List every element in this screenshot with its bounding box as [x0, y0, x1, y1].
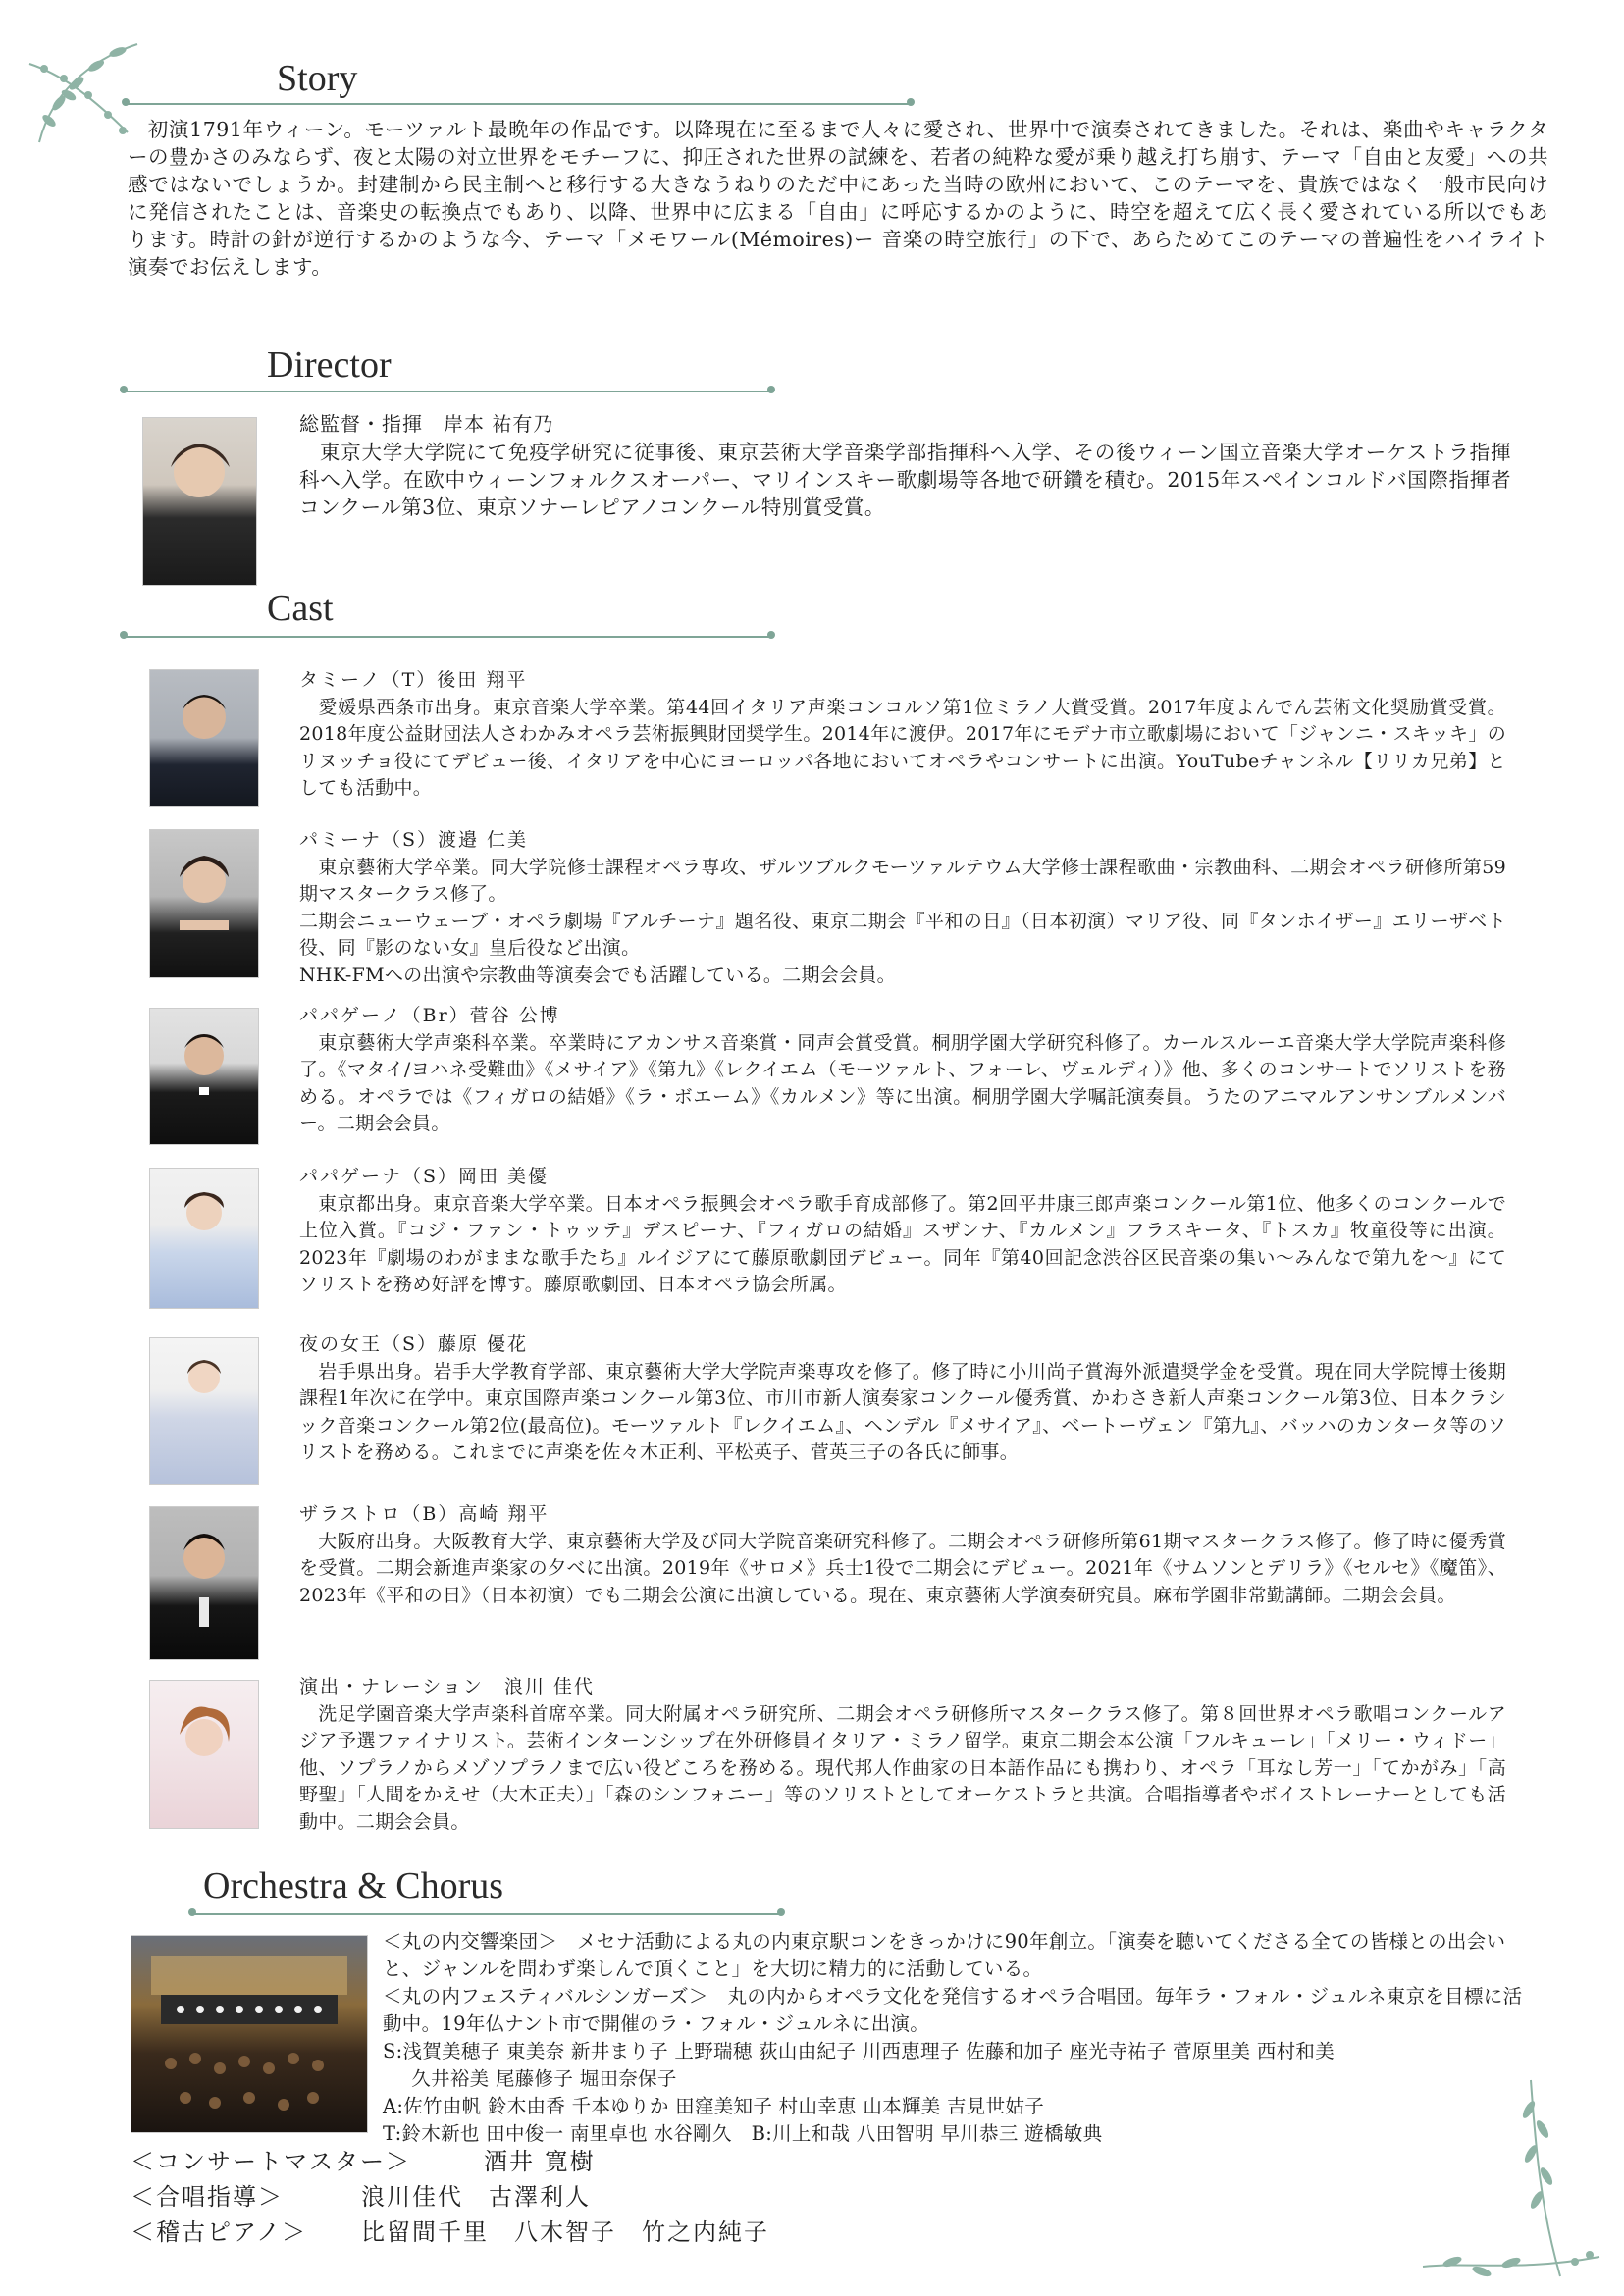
credit-row	[131, 2179, 1014, 2215]
credit-names: 酒井 寛樹	[484, 2148, 596, 2175]
cast-bio: 岩手県出身。岩手大学教育学部、東京藝術大学大学院声楽専攻を修了。修了時に小川尚子賞海外派遣奨学金を受賞。現在同大学院博士後期課程1年次に在学中。東京国際声楽コンクール第3位、市川市新人演奏家コンクール優秀賞、かわさき新人声楽コンクール第3位、日本クラシック音楽コンクール第2位(最高位)。モーツァルト『レクイエム』、ヘンデル『メサイア』、ベートーヴェン『第九』、バッハのカンタータ等のソリストを務める。これまでに声楽を佐々木正利、平松英子、菅英三子の各氏に師事。	[299, 1360, 1506, 1463]
cast-bio: 東京藝術大学声楽科卒業。卒業時にアカンサス音楽賞・同声会賞受賞。桐朋学園大学研究科修了。カールスルーエ音楽大学大学院声楽科修了。《マタイ/ヨハネ受難曲》《メサイア》《第九》《レクイエム（モーツァルト、フォーレ、ヴェルディ）》他、多くのコンサートでソリストを務める。オペラでは《フィガロの結婚》《ラ・ボエーム》《カルメン》等に出演。桐朋学園大学嘱託演奏員。うたのアニマルアンサンブルメンバー。二期会会員。	[299, 1031, 1506, 1134]
orchestra-text	[383, 1928, 1536, 2148]
cast-name: パパゲーナ（S）岡田 美優	[299, 1166, 550, 1187]
cast-name: 夜の女王（S）藤原 優花	[299, 1333, 529, 1355]
orchestra-line: T:鈴木新也 田中俊一 南里卓也 水谷剛久 B:川上和哉 八田智明 早川恭三 遊橋敏典	[383, 2122, 1103, 2145]
director-photo	[142, 417, 257, 586]
director-divider	[124, 391, 771, 392]
cast-photo-tamino	[149, 669, 259, 807]
cast-member	[299, 667, 1506, 803]
cast-bio: 愛媛県西条市出身。東京音楽大学卒業。第44回イタリア声楽コンコルソ第1位ミラノ大賞受賞。2017年度よんでん芸術文化奨励賞受賞。2018年度公益財団法人さわかみオペラ芸術振興財団奨学生。2014年に渡伊。2017年にモデナ市立歌劇場において「ジャンニ・スキッキ」のリヌッチョ役にてデビュー後、イタリアを中心にヨーロッパ各地においてオペラやコンサートに出演。YouTubeチャンネル【リリカ兄弟】としても活動中。	[299, 696, 1506, 799]
cast-member	[299, 1501, 1506, 1609]
cast-name: ザラストロ（B）高崎 翔平	[299, 1503, 550, 1525]
credit-label: ＜コンサートマスター＞	[131, 2148, 411, 2175]
orchestra-line: S:浅賀美穂子 東美奈 新井まり子 上野瑞穂 荻山由紀子 川西恵理子 佐藤和加子 座光寺祐子 菅原里美 西村和美	[383, 2040, 1336, 2062]
credit-row	[131, 2144, 1014, 2179]
story-text	[128, 116, 1548, 281]
credit-names: 比留間千里 八木智子 竹之内純子	[361, 2218, 769, 2246]
orchestra-divider	[192, 1913, 781, 1915]
cast-member	[299, 1674, 1506, 1836]
cast-name: パミーナ（S）渡邉 仁美	[299, 829, 529, 851]
cast-photo-papagena	[149, 1168, 259, 1309]
orchestra-line: A:佐竹由帆 鈴木由香 千本ゆりか 田窪美知子 村山幸恵 山本輝美 吉見世姑子	[383, 2095, 1045, 2117]
credit-label: ＜稽古ピアノ＞	[131, 2218, 308, 2246]
cast-photo-director-narration	[149, 1680, 259, 1829]
cast-photo-papageno	[149, 1008, 259, 1145]
orchestra-line: ＜丸の内交響楽団＞ メセナ活動による丸の内東京駅コンをきっかけに90年創立。「演奏を聴いてくださる全ての皆様との出会いと、ジャンルを問わず楽しんで頂くこと」を大切に精力的に活動している。	[383, 1930, 1506, 1980]
cast-photo-queen	[149, 1337, 259, 1485]
cast-member	[299, 1164, 1506, 1299]
cast-heading: Cast	[267, 588, 334, 629]
credit-row	[131, 2215, 1014, 2250]
cast-name: パパゲーノ（Br）菅谷 公博	[299, 1005, 560, 1026]
cast-divider	[124, 636, 771, 638]
story-body: 初演1791年ウィーン。モーツァルト最晩年の作品です。以降現在に至るまで人々に愛され、世界中で演奏されてきました。それは、楽曲やキャラクターの豊かさのみならず、夜と太陽の対立世界をモチーフに、抑圧された世界の試練を、若者の純粋な愛が乗り越え打ち崩す、テーマ「自由と友愛」への共感ではないでしょうか。封建制から民主制へと移行する大きなうねりのただ中にあった当時の欧州において、このテーマを、貴族ではなく一般市民向けに発信されたことは、音楽史の転換点でもあり、以降、世界中に広まる「自由」に呼応するかのように、時空を超えて広く長く愛されている所以でもあります。時計の針が逆行するかのような今、テーマ「メモワール(Mémoires)ー 音楽の時空旅行」の下で、あらためてこのテーマの普遍性をハイライト演奏でお伝えします。	[128, 118, 1548, 279]
story-divider	[126, 103, 911, 105]
cast-photo-pamina	[149, 829, 259, 978]
staff-credits	[131, 2144, 1014, 2250]
cast-bio: 洗足学園音楽大学声楽科首席卒業。同大附属オペラ研究所、二期会オペラ研修所マスタークラス修了。第８回世界オペラ歌唱コンクールアジア予選ファイナリスト。芸術インターンシップ在外研修員イタリア・ミラノ留学。東京二期会本公演「フルキューレ」「メリー・ウィドー」他、ソプラノからメゾソプラノまで広い役どころを務める。現代邦人作曲家の日本語作品にも携わり、オペラ「耳なし芳一」「てかがみ」「高野聖」「人間をかえせ（大木正夫）」「森のシンフォニー」等のソリストとしてオーケストラと共演。合唱指導者やボイストレーナーとしても活動中。二期会会員。	[299, 1702, 1506, 1833]
director-role: 総監督・指揮 岸本 祐有乃	[299, 412, 554, 436]
cast-photo-sarastro	[149, 1506, 259, 1660]
cast-member	[299, 1331, 1506, 1467]
director-text	[299, 439, 1511, 521]
cast-name: タミーノ（T）後田 翔平	[299, 669, 528, 691]
orchestra-line: 久井裕美 尾藤修子 堀田奈保子	[411, 2067, 677, 2090]
cast-member	[299, 827, 1506, 989]
orchestra-photo	[131, 1935, 368, 2133]
director-body: 東京大学大学院にて免疫学研究に従事後、東京芸術大学音楽学部指揮科へ入学、その後ウィーン国立音楽大学オーケストラ指揮科へ入学。在欧中ウィーンフォルクスオーパー、マリインスキー歌劇場等各地で研鑽を積む。2015年スペインコルドバ国際指揮者コンクール第3位、東京ソナーレピアノコンクール特別賞受賞。	[299, 441, 1511, 519]
cast-bio: NHK-FMへの出演や宗教曲等演奏会でも活躍している。二期会会員。	[299, 964, 896, 986]
cast-member	[299, 1003, 1506, 1138]
story-heading: Story	[277, 58, 358, 99]
orchestra-line: ＜丸の内フェスティバルシンガーズ＞ 丸の内からオペラ文化を発信するオペラ合唱団。毎年ラ・フォル・ジュルネ東京を目標に活動中。19年仏ナント市で開催のラ・フォル・ジュルネに出演。	[383, 1985, 1523, 2035]
director-heading: Director	[267, 344, 392, 386]
cast-bio: 大阪府出身。大阪教育大学、東京藝術大学及び同大学院音楽研究科修了。二期会オペラ研修所第61期マスタークラス修了。修了時に優秀賞を受賞。二期会新進声楽家の夕べに出演。2019年《サロメ》兵士1役で二期会にデビュー。2021年《サムソンとデリラ》《セルセ》《魔笛》、2023年《平和の日》（日本初演）でも二期会公演に出演している。現在、東京藝術大学演奏研究員。麻布学園非常勤講師。二期会会員。	[299, 1530, 1506, 1606]
cast-name: 演出・ナレーション 浪川 佳代	[299, 1676, 595, 1697]
credit-names: 浪川佳代 古澤利人	[361, 2183, 591, 2211]
orchestra-heading: Orchestra & Chorus	[203, 1865, 504, 1906]
cast-bio: 東京都出身。東京音楽大学卒業。日本オペラ振興会オペラ歌手育成部修了。第2回平井康三郎声楽コンクール第1位、他多くのコンクールで上位入賞。『コジ・ファン・トゥッテ』デスピーナ、『フィガロの結婚』スザンナ、『カルメン』フラスキータ、『トスカ』牧童役等に出演。2023年『劇場のわがままな歌手たち』ルイジアにて藤原歌劇団デビュー。同年『第40回記念渋谷区民音楽の集い～みんなで第九を～』にてソリストを務め好評を博す。藤原歌劇団、日本オペラ協会所属。	[299, 1192, 1506, 1295]
cast-bio: 二期会ニューウェーブ・オペラ劇場『アルチーナ』題名役、東京二期会『平和の日』（日本初演）マリア役、同『タンホイザー』エリーザベト役、同『影のない女』皇后役など出演。	[299, 910, 1506, 959]
credit-label: ＜合唱指導＞	[131, 2183, 284, 2211]
cast-bio: 東京藝術大学卒業。同大学院修士課程オペラ専攻、ザルツブルクモーツァルテウム大学修士課程歌曲・宗教曲科、二期会オペラ研修所第59期マスタークラス修了。	[299, 856, 1506, 905]
